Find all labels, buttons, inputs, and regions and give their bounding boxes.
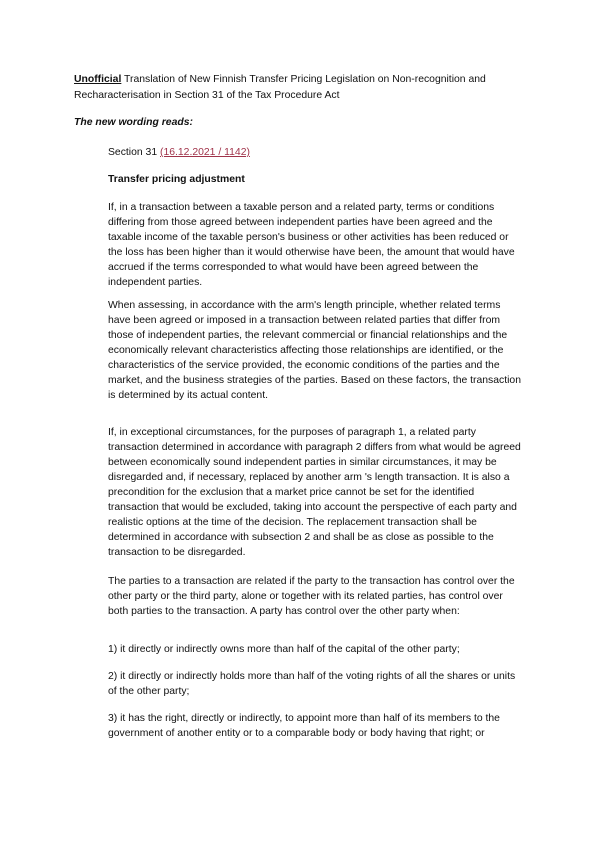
intro-paragraph [74, 72, 514, 104]
list-item-2: 2) it directly or indirectly holds more than half of the voting rights of all the shares or units of the other party; [108, 671, 516, 697]
unofficial-label: Unofficial [74, 74, 122, 85]
paragraph-3: If, in exceptional circumstances, for the purposes of paragraph 1, a related party transaction determined in accordance with paragraph 2 differs from what would be agreed between economically sound independent parties in similar circumstances, it may be disregarded and, if necessary, replaced by another arm 's length transaction. It is also a precondition for the exclusion that a market price cannot be set for the identified transaction that would be excluded, taking into account the perspective of each party and realistic options at the time of the decision. The replacement transaction shall be determined in accordance with subsection 2 and shall be as close as possible to the transaction to be disregarded. [108, 427, 521, 558]
amendment-link[interactable]: (16.12.2021 / 1142) [160, 147, 250, 158]
section-label: Section 31 [108, 147, 160, 158]
paragraph-4: The parties to a transaction are related if the party to the transaction has control over the other party or the third party, alone or together with its related parties, has control over both parties to the transaction. A party has control over the other party when: [108, 576, 515, 617]
list-item-3: 3) it has the right, directly or indirectly, to appoint more than half of its members to the government of another entity or to a comparable body or body having that right; or [108, 713, 500, 739]
section-subheading: Transfer pricing adjustment [108, 174, 245, 185]
list-item-1: 1) it directly or indirectly owns more than half of the capital of the other party; [108, 644, 460, 655]
intro-text: Translation of New Finnish Transfer Pricing Legislation on Non-recognition and Recharacterisation in Section 31 of the Tax Procedure Act [74, 74, 486, 101]
section-title [108, 145, 523, 160]
wording-heading: The new wording reads: [74, 117, 193, 128]
paragraph-1: If, in a transaction between a taxable person and a related party, terms or conditions differing from those agreed between independent parties have been agreed and the taxable income of the taxable person's business or other activities has been reduced or the loss has been higher than it would otherwise have been, the amount that would have accrued if the terms corresponded to what would have been agreed between the independent parties. [108, 202, 515, 288]
paragraph-2: When assessing, in accordance with the arm's length principle, whether related terms have been agreed or imposed in a transaction between related parties that differ from those of independent parties, the relevant commercial or financial relationships and the economically relevant characteristics affecting those relationships are identified, or the characteristics of the service provided, the economic conditions of the parties and the market, and the business strategies of the parties. Based on these factors, the transaction is determined by its actual content. [108, 300, 521, 401]
